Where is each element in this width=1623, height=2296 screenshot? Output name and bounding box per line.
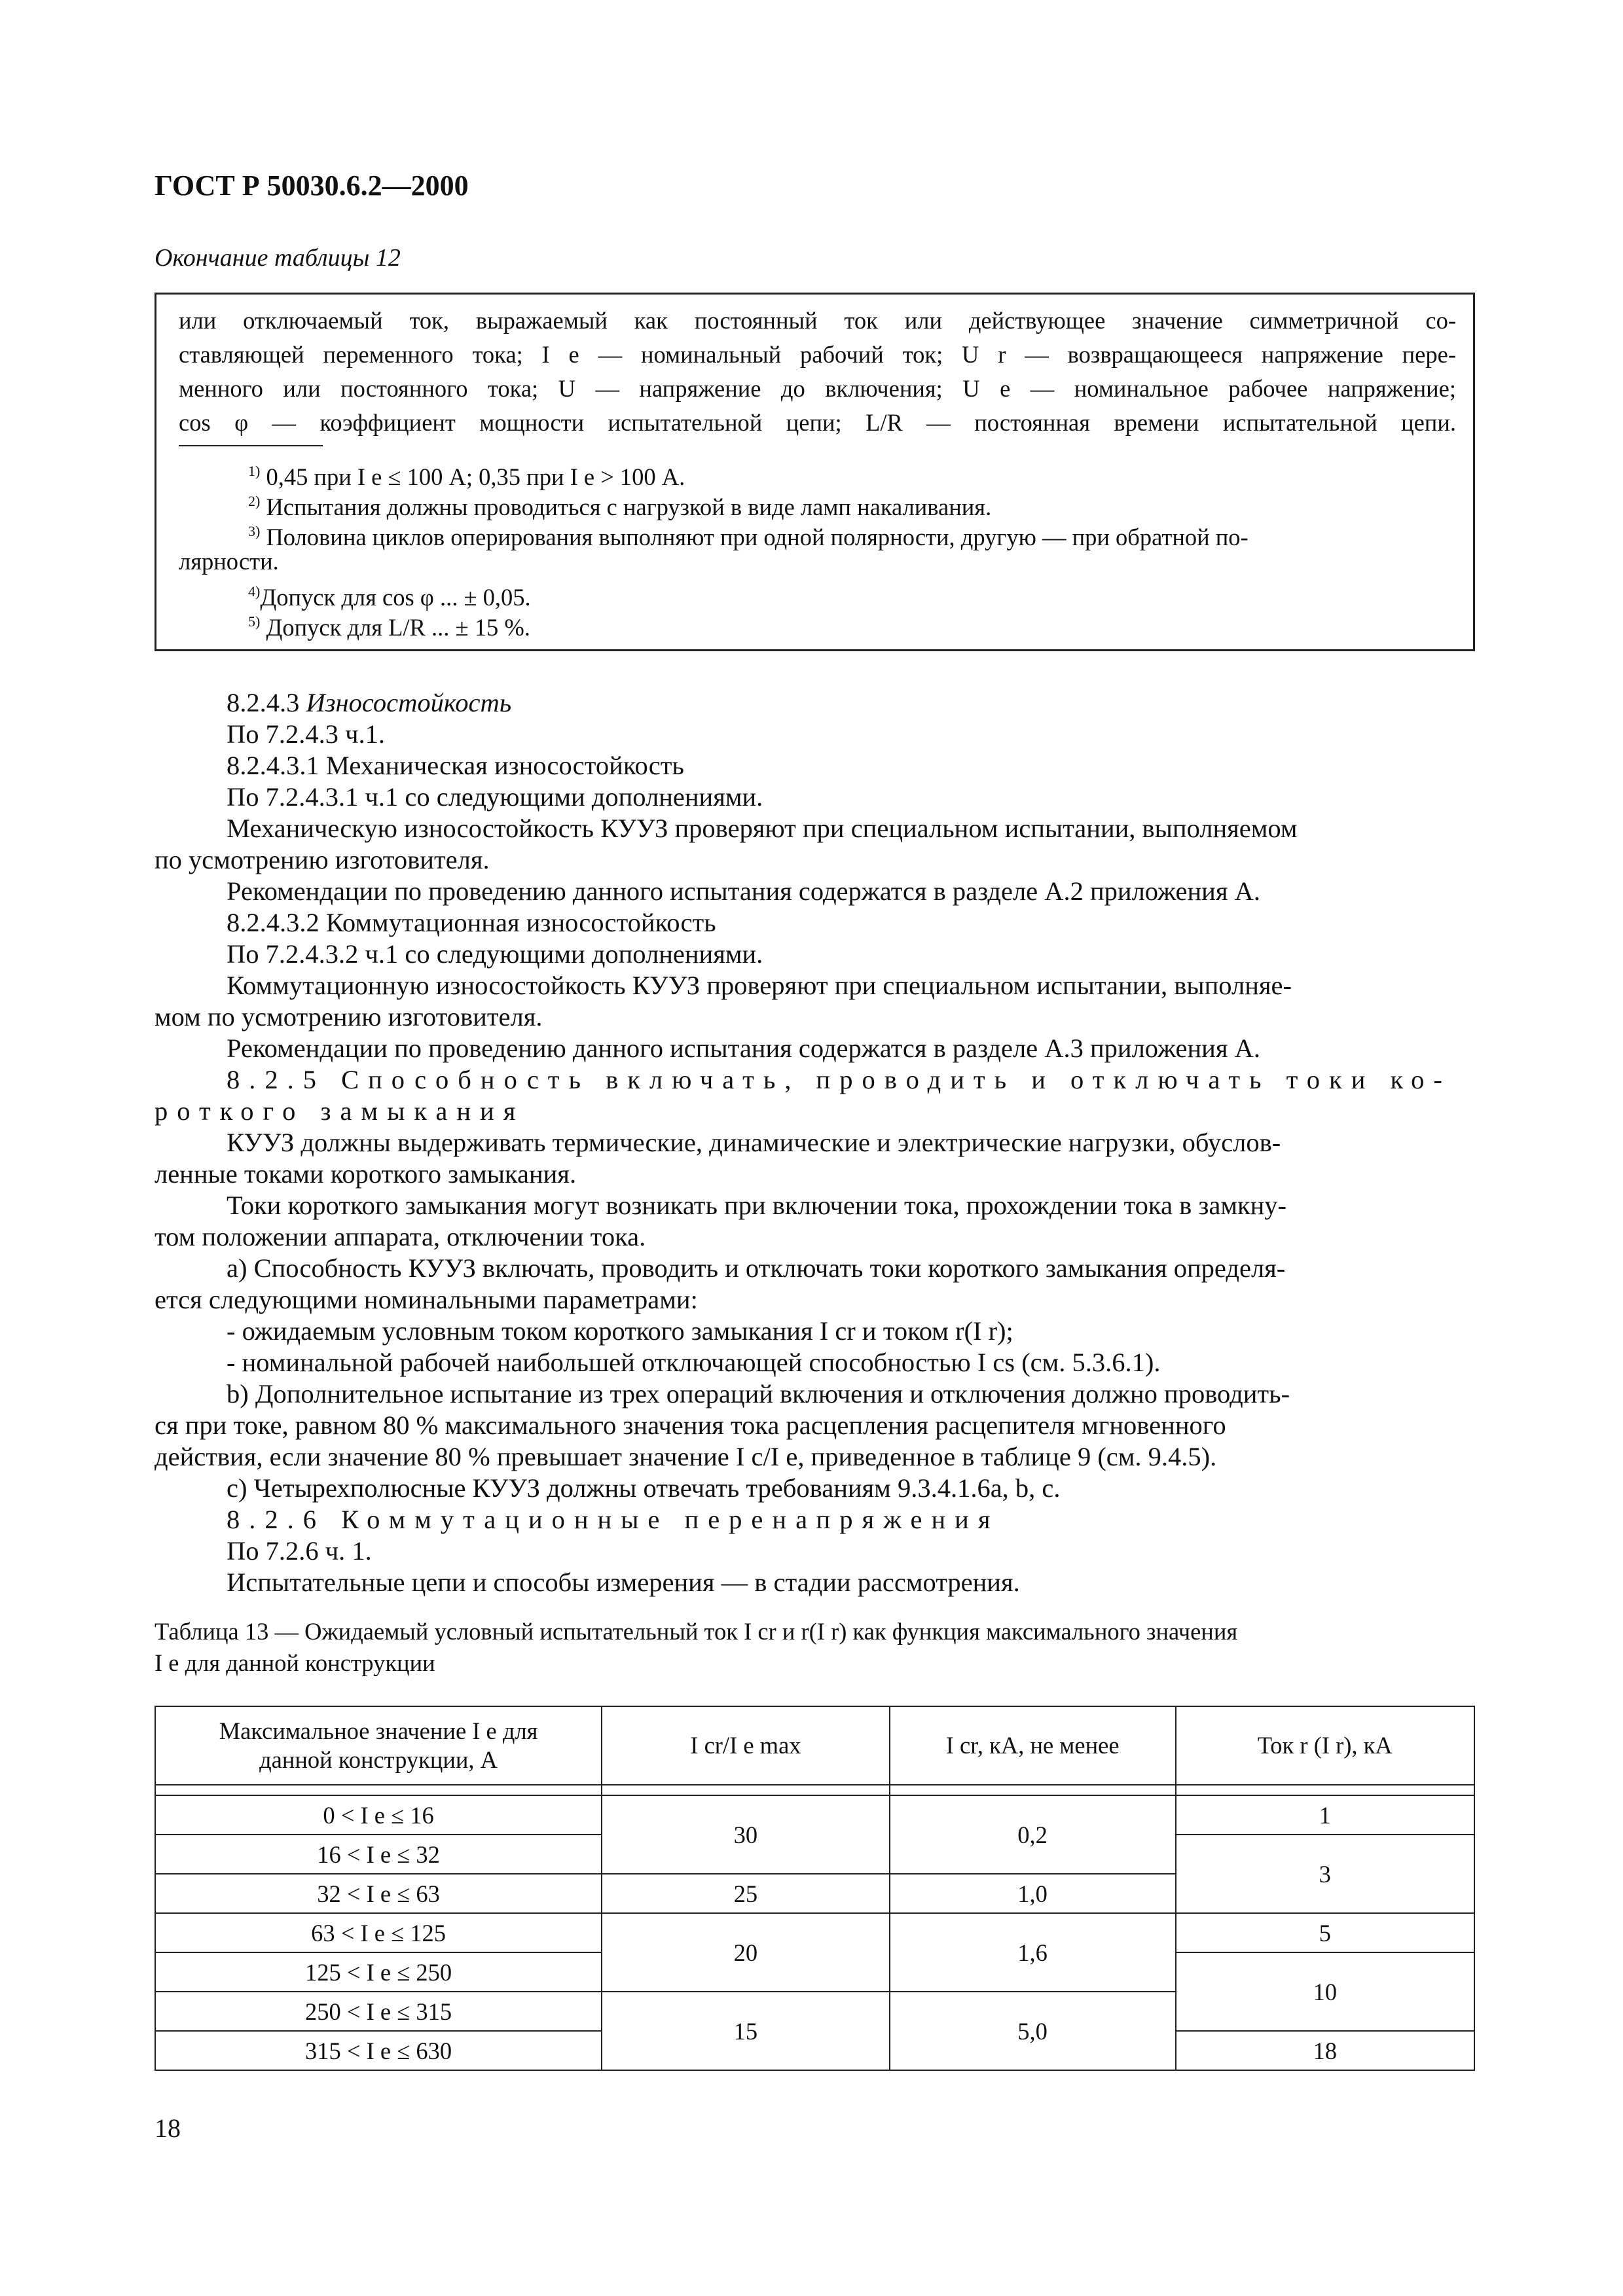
footnote-5: $^{5)}$ Допуск для L/R ... ± 15 %. [248, 613, 530, 641]
box-line-2: ставляющей переменного тока; I e — номинальный рабочий ток; U r — возвращающееся напряжение пере- [179, 341, 1456, 368]
paragraph: Рекомендации по проведению данного испытания содержатся в разделе А.2 приложения А. [227, 876, 1260, 906]
table-cell: 0 < I e ≤ 16 [155, 1795, 602, 1835]
footnote-1: $^{1)}$ 0,45 при I e ≤ 100 А; 0,35 при I e > 100 А. [248, 463, 685, 490]
paragraph: ся при токе, равном 80 % максимального значения тока расцепления расцепителя мгновенного [155, 1410, 1226, 1440]
table-cell: 10 [1176, 1952, 1474, 2031]
page-number: 18 [155, 2113, 181, 2143]
table-cell: 25 [602, 1874, 890, 1913]
box-line-4: cos φ — коэффициент мощности испытательной цепи; L/R — постоянная времени испытательной цепи. [179, 409, 1456, 436]
table-cell: 5,0 [890, 1992, 1176, 2070]
footnote-3: $^{3)}$ Половина циклов оперирования выполняют при одной полярности, другую — при обратной по- [248, 523, 1249, 550]
paragraph: По 7.2.4.3.1 ч.1 со следующими дополнениями. [227, 782, 763, 812]
footnote-separator [179, 445, 323, 446]
box-line-1: или отключаемый ток, выражаемый как постоянный ток или действующее значение симметричной со- [179, 307, 1456, 334]
paragraph: По 7.2.4.3 ч.1. [227, 719, 385, 749]
paragraph: Механическую износостойкость КУУЗ проверяют при специальном испытании, выполняемом [227, 814, 1298, 843]
table-cell: 1,0 [890, 1874, 1176, 1913]
paragraph: а) Способность КУУЗ включать, проводить и отключать токи короткого замыкания определя- [227, 1253, 1286, 1283]
section-8-2-6: 8.2.6 Коммутационные перенапряжения [227, 1505, 1000, 1534]
table-cell: 30 [602, 1795, 890, 1874]
table13-caption: Таблица 13 — Ожидаемый условный испытательный ток I cr и r(I r) как функция максимального значения I e для данной конструкции [155, 1618, 1238, 1676]
table-cell: 32 < I e ≤ 63 [155, 1874, 602, 1913]
table-cell: 63 < I e ≤ 125 [155, 1913, 602, 1952]
list-item: - ожидаемым условным током короткого замыкания I cr и током r(I r); [227, 1316, 1013, 1346]
paragraph: том положении аппарата, отключении тока. [155, 1222, 646, 1251]
table-cell: 15 [602, 1992, 890, 2070]
list-item: - номинальной рабочей наибольшей отключающей способностью I cs (см. 5.3.6.1). [227, 1348, 1161, 1377]
table13 [155, 1706, 1475, 2071]
paragraph: Коммутационную износостойкость КУУЗ проверяют при специальном испытании, выполняе- [227, 971, 1292, 1000]
page-header-title: ГОСТ Р 50030.6.2—2000 [155, 170, 469, 202]
table-cell: 20 [602, 1913, 890, 1992]
col-header-max-ie: Максимальное значение I e для данной конструкции, А [155, 1706, 602, 1785]
paragraph: КУУЗ должны выдерживать термические, динамические и электрические нагрузки, обуслов- [227, 1128, 1281, 1157]
paragraph: Токи короткого замыкания могут возникать при включении тока, прохождении тока в замкну- [227, 1191, 1287, 1220]
table-cell: 3 [1176, 1835, 1474, 1913]
col-header-r: Ток r (I r), кА [1176, 1706, 1474, 1785]
paragraph: мом по усмотрению изготовителя. [155, 1002, 543, 1031]
section-8-2-4-3-2: 8.2.4.3.2 Коммутационная износостойкость [227, 908, 716, 937]
box-line-3: менного или постоянного тока; U — напряжение до включения; U e — номинальное рабочее напряжение; [179, 375, 1456, 402]
footnote-3-cont: лярности. [179, 548, 279, 575]
table-cell: 0,2 [890, 1795, 1176, 1874]
table-cell: 18 [1176, 2031, 1474, 2070]
table-cell: 5 [1176, 1913, 1474, 1952]
table12-end-box [155, 293, 1475, 651]
section-8-2-5-cont: роткого замыкания [155, 1096, 525, 1126]
table-cell: 1,6 [890, 1913, 1176, 1992]
paragraph: ленные токами короткого замыкания. [155, 1159, 577, 1189]
section-8-2-4-3-1: 8.2.4.3.1 Механическая износостойкость [227, 751, 684, 780]
paragraph: Рекомендации по проведению данного испытания содержатся в разделе А.3 приложения А. [227, 1033, 1260, 1063]
table-cell: 125 < I e ≤ 250 [155, 1952, 602, 1992]
table-cell: 250 < I e ≤ 315 [155, 1992, 602, 2031]
table-cell: 1 [1176, 1795, 1474, 1835]
table-cell: 315 < I e ≤ 630 [155, 2031, 602, 2070]
paragraph: действия, если значение 80 % превышает значение I c/I e, приведенное в таблице 9 (см. 9.4.5). [155, 1442, 1217, 1471]
paragraph: ется следующими номинальными параметрами: [155, 1285, 698, 1314]
col-header-ratio: I cr/I e max [602, 1706, 890, 1785]
footnote-4: $^{4)}$Допуск для cos φ ... ± 0,05. [248, 583, 531, 611]
paragraph: По 7.2.4.3.2 ч.1 со следующими дополнениями. [227, 939, 763, 969]
paragraph: с) Четырехполюсные КУУЗ должны отвечать требованиям 9.3.4.1.6а, b, с. [227, 1473, 1061, 1503]
table-cell: 16 < I e ≤ 32 [155, 1835, 602, 1874]
paragraph: По 7.2.6 ч. 1. [227, 1536, 372, 1566]
col-header-icr: I cr, кА, не менее [890, 1706, 1176, 1785]
table-continuation-label: Окончание таблицы 12 [155, 244, 401, 272]
paragraph: Испытательные цепи и способы измерения — в стадии рассмотрения. [227, 1568, 1020, 1597]
section-8-2-5: 8.2.5 Способность включать, проводить и отключать токи ко- [227, 1065, 1451, 1094]
footnote-2: $^{2)}$ Испытания должны проводиться с нагрузкой в виде ламп накаливания. [248, 493, 992, 520]
paragraph: b) Дополнительное испытание из трех операций включения и отключения должно проводить- [227, 1379, 1290, 1408]
paragraph: по усмотрению изготовителя. [155, 845, 490, 874]
section-8-2-4-3: 8.2.4.3 Износостойкость [227, 688, 512, 717]
